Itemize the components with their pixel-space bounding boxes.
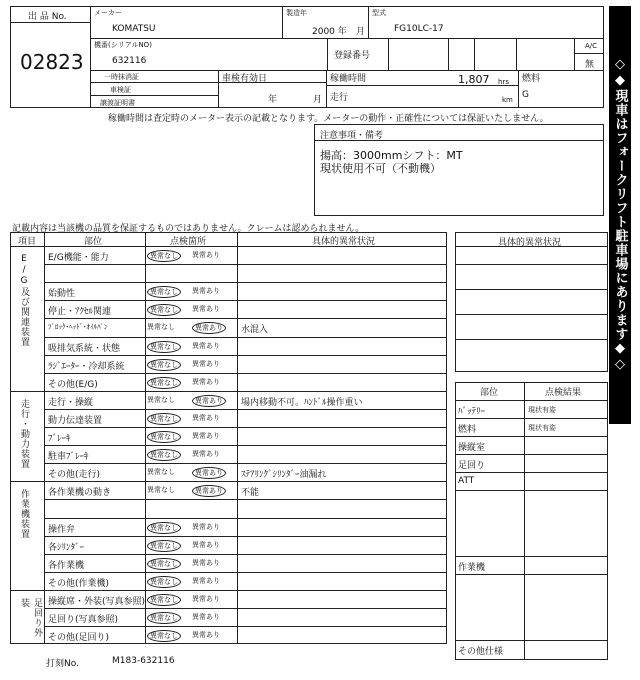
part-cell: 吸排気系統・状態 [48,343,121,354]
check-abnormal: 異常あり [192,413,220,422]
permit-transfer: 譲渡証明書 [100,99,135,107]
detail-box-line [455,264,608,265]
check-normal: 異常なし [147,558,181,570]
results-rule [455,454,608,455]
part-cell: 操縦席・外装(写真参照) [48,596,146,607]
check-normal: 異常なし [147,413,181,425]
part-cell: 駐車ﾌﾞﾚｰｷ [48,452,89,463]
part-cell: 動力伝達装置 [48,415,103,426]
part-cell: 足回り(写真参照) [48,615,119,625]
stamp-label: 打刻No. [46,659,79,669]
year-label: 製造年 [286,9,307,17]
hours-value: 1,807 [458,73,490,86]
results-value: 現状有姿 [528,406,556,414]
check-normal: 異常なし [147,377,181,389]
part-cell: 走行・操縦 [48,397,94,408]
check-normal: 異常なし [147,323,175,332]
check-abnormal: 異常あり [192,395,226,407]
check-abnormal: 異常あり [192,377,220,386]
results-rule [455,400,608,401]
check-normal: 異常なし [147,522,181,534]
row-rule [44,282,447,283]
check-normal: 異常なし [147,449,181,461]
results-part: 操縦室 [458,443,486,453]
col-check: 点検箇所 [170,237,207,247]
ac-value: 無 [585,60,595,70]
detail-cell: ｽﾃｱﾘﾝｸﾞｼﾘﾝﾀﾞｰ油漏れ [241,470,327,481]
check-abnormal: 異常あり [192,467,226,479]
part-cell: その他(E/G) [48,379,98,390]
row-rule [44,499,447,500]
detail-box-line [455,339,608,340]
row-rule [44,264,447,265]
year-value: 2000 年 [312,27,347,37]
maker-value: KOMATSU [112,24,156,34]
row-rule [44,463,447,464]
inspect-label: 車検有効日 [222,74,268,84]
part-cell: 各作業機の動き [48,488,112,499]
results-rule [455,574,608,575]
row-rule [44,355,447,356]
section-rule [10,590,447,591]
month-label: 月 [356,27,366,37]
results-h-result: 点検結果 [545,388,582,398]
results-part: その他仕様 [458,647,504,657]
results-col [524,382,525,660]
check-abnormal: 異常あり [192,613,220,621]
hours-label: 稼働時間 [330,74,367,84]
lot-number: 02823 [20,50,84,74]
results-rule [455,472,608,473]
row-rule [44,536,447,537]
check-normal: 異常なし [147,359,181,371]
model-label: 型式 [372,9,386,17]
row-rule [44,572,447,573]
check-abnormal: 異常あり [192,305,220,314]
stamp-value: M183-632116 [112,656,175,666]
part-cell: その他(足回り) [48,633,110,644]
results-part: ﾊﾞｯﾃﾘｰ [458,407,486,417]
check-normal: 異常なし [147,286,181,298]
check-normal: 異常なし [147,341,181,353]
check-normal: 異常なし [147,486,175,495]
results-h-part: 部位 [480,388,499,398]
row-rule [44,626,447,627]
inspect-month: 月 [313,95,323,105]
part-cell: ﾌﾞﾛｯｸ･ﾍｯﾄﾞ･ｵｲﾙﾊﾟﾝ [48,323,108,332]
row-rule [44,554,447,555]
check-abnormal: 異常あり [192,287,220,296]
detail-cell: 水混入 [241,325,269,336]
fuel-value: G [522,90,529,100]
km-unit: km [502,96,513,104]
results-part: ATT [458,476,475,486]
col-item: 項目 [18,237,37,247]
part-cell: 始動性 [48,289,76,300]
row-rule [44,608,447,609]
row-rule [44,337,447,338]
results-rule [455,418,608,419]
remarks-title: 注意事項・備考 [320,131,384,141]
row-rule [44,300,447,301]
detail-box-title: 具体的異常状況 [498,238,562,248]
check-normal: 異常なし [147,395,175,404]
check-abnormal: 異常あり [192,540,220,549]
check-abnormal: 異常あり [192,558,220,567]
detail-cell: 不能 [241,488,260,499]
check-abnormal: 異常あり [192,341,220,350]
col-part: 部位 [84,237,103,247]
check-normal: 異常なし [147,431,181,443]
serial-label: 機番(シリアルNO) [94,41,152,49]
check-abnormal: 異常あり [192,631,220,640]
check-abnormal: 異常あり [192,251,220,259]
row-rule [44,445,447,446]
hours-unit: hrs [498,78,509,86]
results-rule [455,640,608,641]
remarks-line-2: 現状使用不可（不動機） [320,162,441,175]
row-rule [44,409,447,410]
part-cell: その他(走行) [48,470,101,481]
reg-label: 登録番号 [334,51,371,61]
part-cell: E/G機能・能力 [48,253,109,263]
permit-temp: 一時抹消証 [104,73,139,81]
results-part: 燃料 [458,425,477,435]
row-rule [44,518,447,519]
check-abnormal: 異常あり [192,432,220,440]
col-rule [44,232,45,644]
results-rule [455,436,608,437]
col-rule [145,232,146,644]
check-normal: 異常なし [147,576,181,588]
check-normal: 異常なし [147,630,181,642]
check-abnormal: 異常あり [192,576,220,585]
part-cell: ﾗｼﾞｴｰﾀｰ・冷却系統 [48,361,125,372]
part-cell: その他(作業機) [48,578,110,589]
results-part: 足回り [458,461,486,471]
model-value: FG10LC-17 [394,24,444,34]
results-rule [455,490,608,491]
check-normal: 異常なし [147,612,181,624]
serial-value: 632116 [112,56,147,66]
section-rule [10,481,447,482]
check-abnormal: 異常あり [192,322,226,334]
maker-label: メーカー [94,9,122,17]
check-abnormal: 異常あり [192,594,220,603]
check-abnormal: 異常あり [192,359,220,368]
header-rule [10,246,447,247]
row-rule [44,427,447,428]
remarks-line-1: 揚高：3000mmシフト：MT [320,149,463,162]
part-cell: 停止・ｱｸｾﾙ関連 [48,307,112,318]
detail-box-line [455,289,608,290]
row-rule [44,373,447,374]
check-normal: 異常なし [147,468,175,477]
results-part: 作業機 [458,563,486,573]
section-label: E/G及び関連装置 [19,254,29,347]
results-rule [455,556,608,557]
lot-label: 出 品 No. [28,12,67,22]
travel-label: 走行 [330,93,349,103]
ac-label: A/C [585,42,598,50]
row-rule [44,318,447,319]
check-normal: 異常なし [147,594,181,606]
results-value: 現状有姿 [528,424,556,432]
detail-box [455,232,608,372]
part-cell: 操作弁 [48,524,76,535]
section-label: 走行・動力装置 [19,398,29,469]
check-abnormal: 異常あり [192,450,220,459]
quality-disclaimer: 記載内容は当該機の品質を保証するものではありません。クレームは認められません。 [12,224,365,234]
col-detail: 具体的異常状況 [312,237,376,247]
hours-disclaimer: 稼働時間は査定時のメーター表示の記載となります。メーターの動作・正確性については保証いたしません。 [108,114,549,124]
inspect-year: 年 [268,95,278,105]
part-cell: ﾌﾞﾚｰｷ [48,434,71,444]
check-normal: 異常なし [147,540,181,552]
col-rule [237,232,238,644]
location-banner: ◇◆現車はフォークリフト駐車場にあります◆◇ [609,6,631,424]
section-label: 足回り外装 [19,597,42,638]
section-rule [10,391,447,392]
check-abnormal: 異常あり [192,485,226,497]
check-abnormal: 異常あり [192,522,220,531]
detail-box-line [455,314,608,315]
part-cell: 各ｼﾘﾝﾀﾞｰ [48,542,85,553]
detail-cell: 場内移動不可。ﾊﾝﾄﾞﾙ操作重い [241,397,363,408]
section-label: 作業機装置 [19,489,29,540]
permit-inspection: 車検証 [110,86,131,94]
header-block [10,6,604,108]
fuel-label: 燃料 [522,74,541,84]
check-normal: 異常なし [147,250,181,262]
check-normal: 異常なし [147,304,181,316]
part-cell: 各作業機 [48,560,85,571]
